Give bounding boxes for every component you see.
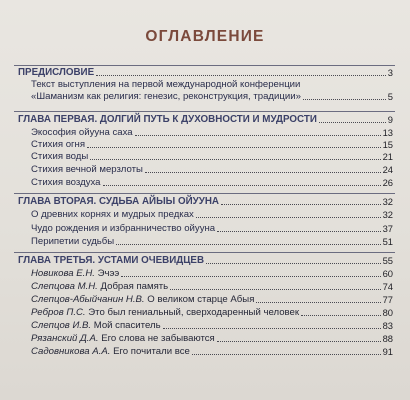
- dot-leader: [192, 354, 381, 355]
- dot-leader: [135, 135, 381, 136]
- toc-entry-page: 13: [382, 127, 393, 138]
- toc-entry-author: Ребров П.С.: [31, 307, 86, 318]
- toc-entry-author: Садовникова А.А.: [31, 346, 111, 357]
- toc-entry-page: 88: [382, 333, 393, 344]
- dot-leader: [319, 122, 386, 123]
- toc-entry-page: 60: [382, 268, 393, 279]
- page-title: ОГЛАВЛЕНИЕ: [145, 28, 265, 45]
- toc-entry-essay: [31, 346, 393, 358]
- toc-entry-page: 15: [382, 139, 393, 150]
- toc-entry: [31, 164, 393, 176]
- toc-entry-page: 26: [382, 177, 393, 188]
- dot-leader: [301, 315, 381, 316]
- toc-entry-preface: [18, 67, 393, 79]
- toc-entry-label: Текст выступления на первой международной конференции: [31, 79, 301, 90]
- toc-entry-chapter-1: [18, 114, 393, 126]
- dot-leader: [170, 289, 380, 290]
- dot-leader: [96, 75, 386, 76]
- toc-entry-essay: [31, 320, 393, 332]
- toc-entry-essay: [31, 281, 393, 293]
- toc-entry-label: [31, 333, 215, 345]
- toc-entry-label: [31, 307, 299, 319]
- toc-entry-label: ГЛАВА ПЕРВАЯ. ДОЛГИЙ ПУТЬ К ДУХОВНОСТИ И МУДРОСТИ: [18, 114, 317, 125]
- dot-leader: [303, 99, 386, 100]
- toc-entry: [31, 127, 393, 139]
- toc-entry-page: 21: [382, 151, 393, 162]
- toc-entry-label: ГЛАВА ВТОРАЯ. СУДЬБА АЙЫЫ ОЙУУНА: [18, 196, 219, 207]
- toc-entry-title: Добрая память: [100, 281, 169, 292]
- toc-entry-label: Экософия ойууна саха: [31, 127, 133, 138]
- dot-leader: [116, 244, 380, 245]
- toc-entry-label: «Шаманизм как религия: генезис, реконструкция, традиции»: [31, 91, 301, 102]
- dot-leader: [217, 231, 380, 232]
- toc-entry-essay: [31, 294, 393, 306]
- toc-entry-title: Его слова не забываются: [101, 333, 215, 344]
- toc-entry: [31, 151, 393, 163]
- toc-entry-label: [31, 268, 119, 280]
- dot-leader: [206, 263, 381, 264]
- toc-entry-title: Его почитали все: [113, 346, 190, 357]
- toc-entry-label: Стихия воздуха: [31, 177, 101, 188]
- toc-entry-chapter-3: [18, 255, 393, 267]
- toc-entry-label: Чудо рождения и избранничество ойууна: [31, 223, 216, 234]
- toc-entry-page: 77: [382, 294, 393, 305]
- toc-entry-author: Рязанский Д.А.: [31, 333, 99, 344]
- section-divider: [14, 65, 395, 66]
- toc-entry-speech-line-1: [31, 79, 393, 91]
- toc-entry-page: 37: [382, 223, 393, 234]
- toc-entry-label: [31, 346, 190, 358]
- toc-entry: [31, 209, 393, 221]
- toc-entry-page: 80: [382, 307, 393, 318]
- dot-leader: [87, 147, 381, 148]
- toc-entry-essay: [31, 307, 393, 319]
- toc-entry-page: 32: [382, 209, 393, 220]
- dot-leader: [103, 185, 381, 186]
- toc-entry-essay: [31, 333, 393, 345]
- dot-leader: [90, 159, 380, 160]
- toc-entry-title: Мой спаситель: [93, 320, 161, 331]
- toc-entry: [31, 139, 393, 151]
- toc-entry-essay: [31, 268, 393, 280]
- toc-entry-author: Слепцова М.Н.: [31, 281, 98, 292]
- toc-entry-label: [31, 281, 168, 293]
- dot-leader: [163, 328, 381, 329]
- toc-entry-label: ГЛАВА ТРЕТЬЯ. УСТАМИ ОЧЕВИДЦЕВ: [18, 255, 205, 266]
- toc-entry-page: 9: [387, 114, 393, 125]
- section-divider: [14, 193, 395, 194]
- dot-leader: [221, 204, 381, 205]
- toc-entry-label: [31, 320, 161, 332]
- dot-leader: [145, 172, 381, 173]
- dot-leader: [196, 217, 381, 218]
- toc-entry-label: Стихия воды: [31, 151, 89, 162]
- toc-entry-page: 83: [382, 320, 393, 331]
- toc-entry-author: Слепцов И.В.: [31, 320, 92, 331]
- toc-entry-title: Это был гениальный, сверходаренный человек: [88, 307, 300, 318]
- toc-entry-page: 32: [382, 196, 393, 207]
- dot-leader: [121, 276, 380, 277]
- toc-entry-label: [31, 294, 254, 306]
- toc-entry-author: Новикова Е.Н.: [31, 268, 95, 279]
- toc-entry-page: 51: [382, 236, 393, 247]
- toc-entry-label: Перипетии судьбы: [31, 236, 115, 247]
- toc-entry-label: Стихия огня: [31, 139, 86, 150]
- toc-entry-chapter-2: [18, 196, 393, 208]
- toc-entry-page: 24: [382, 164, 393, 175]
- toc-entry-page: 91: [382, 346, 393, 357]
- dot-leader: [256, 302, 380, 303]
- toc-entry-label: ПРЕДИСЛОВИЕ: [18, 67, 95, 78]
- toc-entry-page: 55: [382, 255, 393, 266]
- dot-leader: [217, 341, 381, 342]
- toc-entry-page: 5: [387, 91, 393, 102]
- toc-entry-title: Эчээ: [97, 268, 120, 279]
- toc-entry-author: Слепцов-Абыйчанин Н.В.: [31, 294, 145, 305]
- toc-entry-title: О великом старце Абыя: [147, 294, 255, 305]
- toc-entry: [31, 223, 393, 235]
- toc-entry-page: 74: [382, 281, 393, 292]
- toc-entry-label: Стихия вечной мерзлоты: [31, 164, 143, 175]
- toc-entry: [31, 177, 393, 189]
- toc-entry-page: 3: [387, 67, 393, 78]
- toc-entry-label: О древних корнях и мудрых предках: [31, 209, 194, 220]
- section-divider: [14, 111, 395, 112]
- toc-entry-speech-line-2: [31, 91, 393, 103]
- section-divider: [14, 252, 395, 253]
- toc-entry: [31, 236, 393, 248]
